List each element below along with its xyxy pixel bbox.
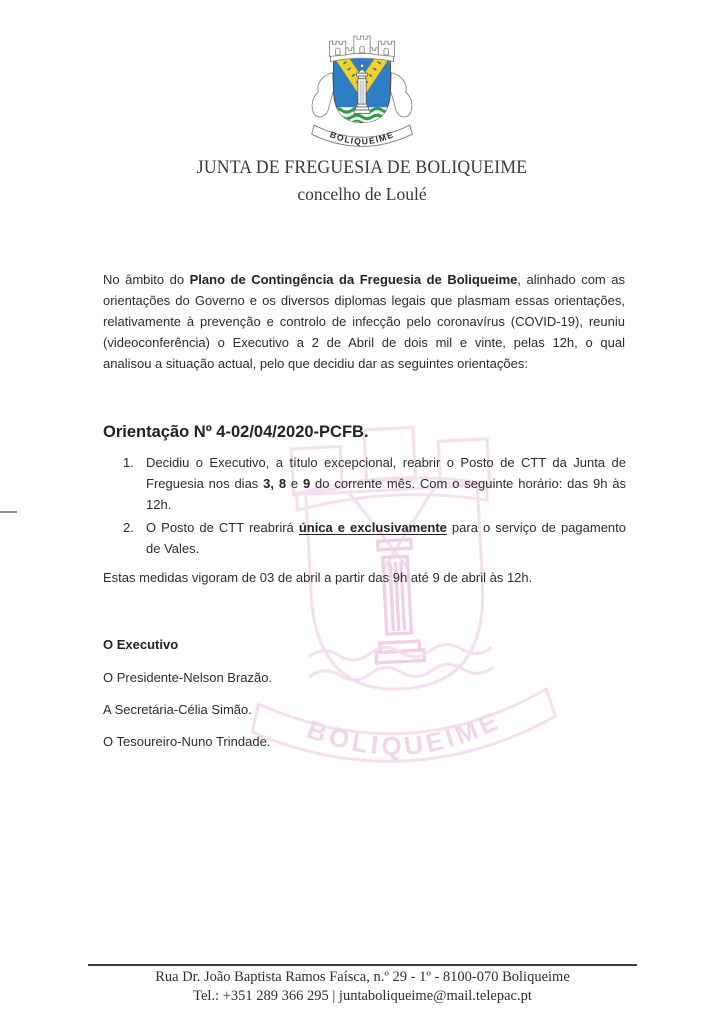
signature-president: O Presidente-Nelson Brazão. bbox=[103, 670, 273, 685]
footer-phone: Tel.: +351 289 366 295 bbox=[193, 988, 329, 1004]
text-line: No âmbito do Plano de Contingência da Freguesia de Boliqueime, alinhado com as bbox=[103, 272, 625, 287]
text-line: de Vales. bbox=[146, 541, 200, 556]
footer-divider bbox=[88, 964, 637, 966]
list-item-text bbox=[146, 452, 626, 515]
text-line: Decidiu o Executivo, a título excepcional, reabrir o Posto de CTT da Junta de bbox=[146, 455, 626, 470]
footer-contact bbox=[88, 988, 637, 1005]
text-line: analisou a situação actual, pelo que decidiu dar as seguintes orientações: bbox=[103, 356, 528, 371]
org-subtitle: concelho de Loulé bbox=[297, 184, 427, 204]
text-line: Freguesia nos dias 3, 8 e 9 do corrente mês. Com o seguinte horário: das 9h às bbox=[146, 476, 626, 491]
orientation-heading: Orientação Nº 4-02/04/2020-PCFB. bbox=[103, 423, 369, 441]
text-line: O Posto de CTT reabrirá única e exclusivamente para o serviço de pagamento bbox=[146, 520, 626, 535]
text-line: 12h. bbox=[146, 497, 172, 512]
signatures-heading: O Executivo bbox=[103, 637, 179, 652]
coat-of-arms bbox=[301, 30, 423, 152]
list-item-2 bbox=[123, 517, 626, 559]
signature-secretary: A Secretária-Célia Simão. bbox=[103, 702, 252, 717]
footer-address: Rua Dr. João Baptista Ramos Faísca, n.º 29 - 1º - 8100-070 Boliqueime bbox=[155, 969, 570, 985]
scan-edge-mark bbox=[0, 511, 17, 513]
text-line: relativamente à prevenção e controlo de infecção pelo coronavírus (COVID-19), reuniu bbox=[103, 314, 625, 329]
validity-note: Estas medidas vigoram de 03 de abril a partir das 9h até 9 de abril às 12h. bbox=[103, 570, 533, 585]
crest-mural-crown bbox=[329, 36, 394, 61]
list-item-number: 1. bbox=[123, 455, 134, 470]
footer-email: juntaboliqueime@mail.telepac.pt bbox=[338, 988, 532, 1004]
list-item-number: 2. bbox=[123, 520, 134, 535]
org-name: JUNTA DE FREGUESIA DE BOLIQUEIME bbox=[196, 157, 528, 178]
intro-paragraph bbox=[103, 269, 625, 374]
text-line: orientações do Governo e os diversos diplomas legais que plasmam essas orientações, bbox=[103, 293, 625, 308]
list-item-1 bbox=[123, 452, 626, 515]
list-item-text bbox=[146, 517, 626, 559]
footer-separator: | bbox=[332, 988, 336, 1004]
signature-treasurer: O Tesoureiro-Nuno Trindade. bbox=[103, 734, 271, 749]
watermark-banner-text: BOLIQUEIME bbox=[303, 704, 506, 762]
crest-banner-text: BOLIQUEIME bbox=[328, 129, 396, 147]
svg-text:BOLIQUEIME bbox=[302, 704, 507, 767]
text-line: (videoconferência) o Executivo a 2 de Abril de dois mil e vinte, pelas 12h, o qual bbox=[103, 335, 625, 350]
